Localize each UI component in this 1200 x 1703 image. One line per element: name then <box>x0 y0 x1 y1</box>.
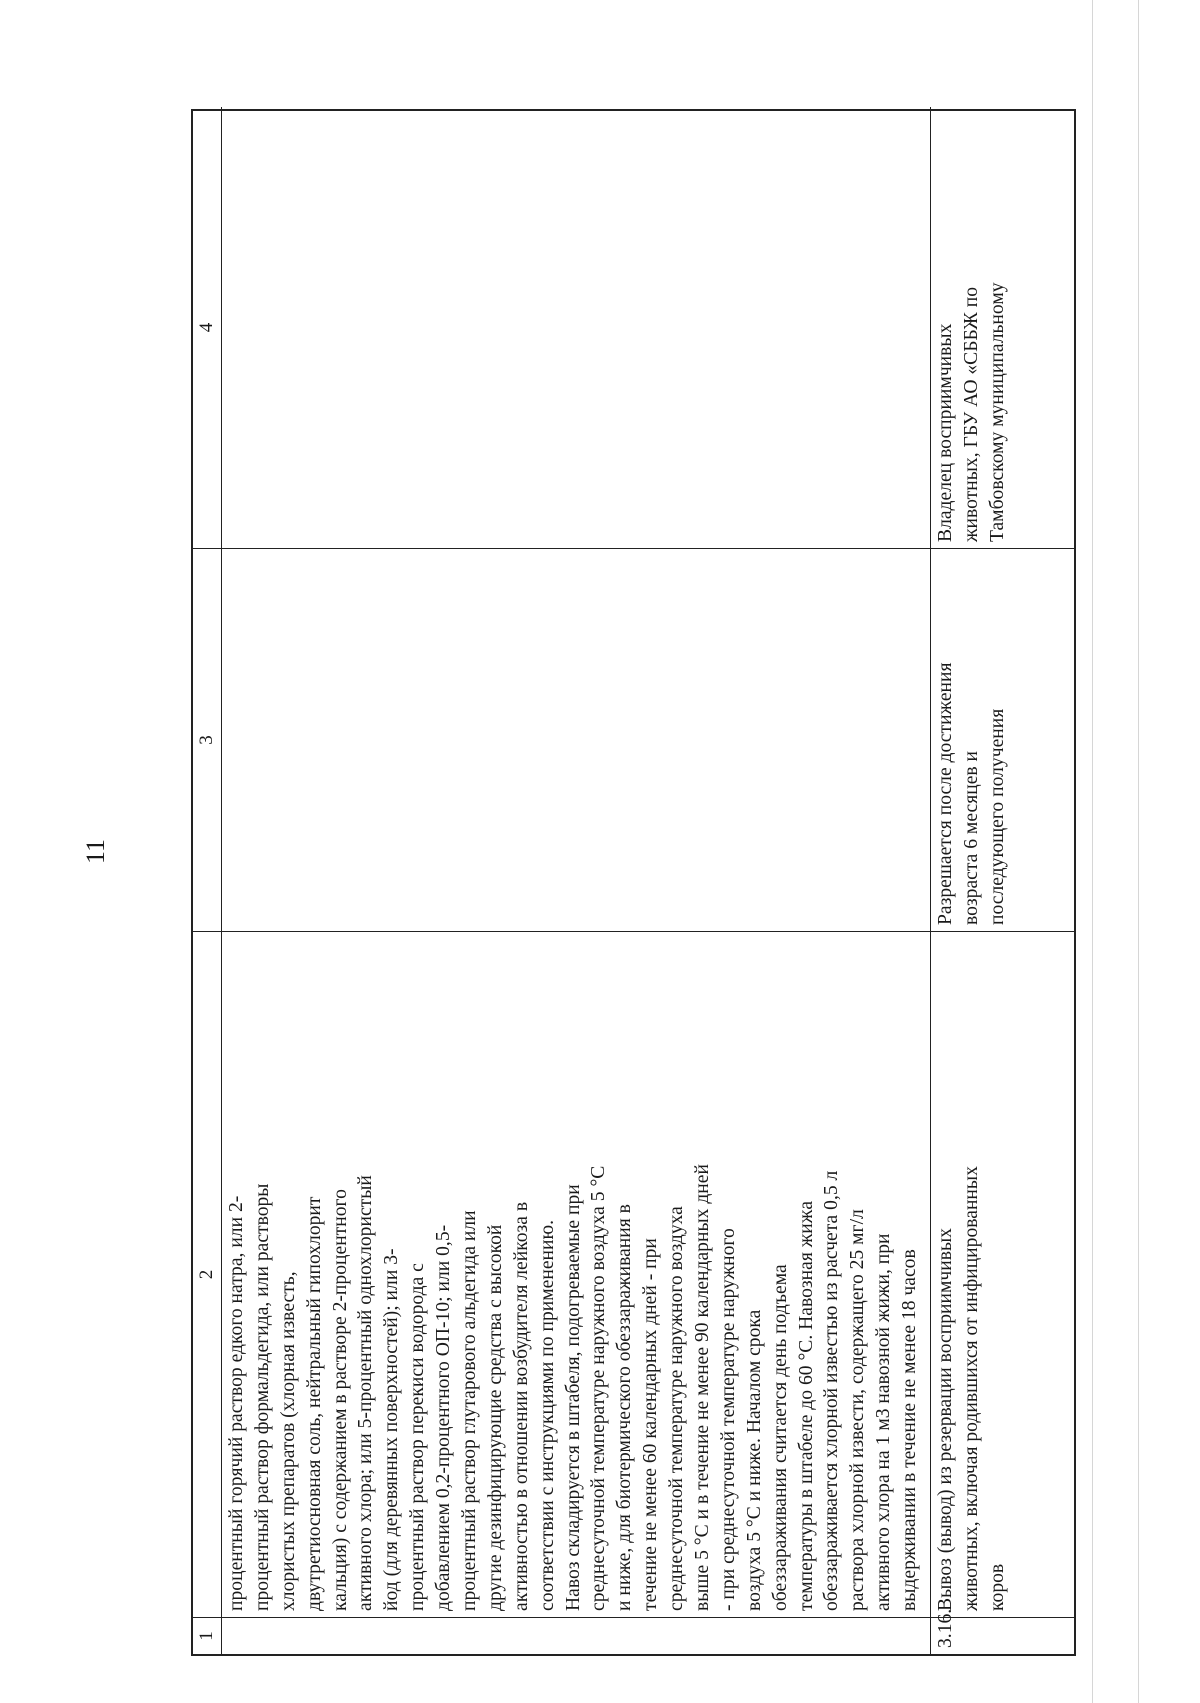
description-line: йод (для деревянных поверхностей); или 3- <box>381 1248 403 1611</box>
page-number: 11 <box>81 838 110 864</box>
measures-table <box>191 109 1076 1656</box>
description-line: процентный горячий раствор едкого натра, или 2- <box>226 1195 247 1611</box>
description-line: выдерживании в течение не менее 18 часов <box>899 1249 921 1611</box>
term-line: Разрешается после достижения <box>935 662 956 925</box>
column-header-3: 3 <box>193 548 222 931</box>
description-line: коров <box>986 1563 1008 1611</box>
description-line: течение не менее 60 календарных дней - при <box>640 1238 662 1611</box>
column-header-4: 4 <box>193 107 222 548</box>
description-line: среднесуточной температуре наружного воздуха 5 °С <box>588 1165 610 1611</box>
description-line: раствора хлорной извести, содержащего 25 мг/л <box>847 1209 869 1611</box>
responsible-line: животных, ГБУ АО «СББЖ по <box>960 287 982 542</box>
description-line: активного хлора; или 5-процентный однохлористый <box>355 1175 377 1611</box>
scan-edge-line <box>1092 0 1093 1703</box>
row-number-cell <box>222 1617 931 1654</box>
description-line: хлористых препаратов (хлорная известь, <box>277 1271 299 1611</box>
description-line: процентный раствор глутарового альдегида или <box>459 1210 481 1611</box>
scan-edge-line <box>1138 0 1139 1703</box>
description-line: среднесуточной температуре наружного воздуха <box>666 1206 688 1611</box>
description-line: соответствии с инструкциями по применению. <box>536 1219 558 1611</box>
term-line: последующего получения <box>986 708 1008 925</box>
description-line: активностью в отношении возбудителя лейкоза в <box>510 1201 532 1611</box>
term-cell <box>931 548 1076 931</box>
description-line: животных, включая родившихся от инфицированных <box>960 1166 982 1611</box>
description-line: и ниже, для биотермического обеззараживания в <box>614 1204 636 1611</box>
description-line: двутретиосновная соль, нейтральный гипохлорит <box>303 1196 325 1611</box>
description-cell <box>931 931 1076 1617</box>
description-line: другие дезинфицирующие средства с высокой <box>484 1224 506 1611</box>
responsible-cell <box>222 107 931 548</box>
description-line: процентный раствор формальдегида, или растворы <box>251 1183 273 1611</box>
row-number-cell: 3.16. <box>931 1617 1076 1654</box>
description-line: выше 5 °С и в течение не менее 90 календарных дней <box>692 1164 714 1611</box>
column-header-1: 1 <box>193 1617 222 1654</box>
description-line: - при среднесуточной температуре наружного <box>717 1228 739 1611</box>
description-line: добавлением 0,2-процентного ОП-10; или 0,5- <box>433 1224 455 1611</box>
description-line: обеззараживается хлорной известью из расчета 0,5 л <box>821 1170 843 1611</box>
description-cell <box>222 931 931 1617</box>
description-line: Навоз складируется в штабеля, подогреваемые при <box>562 1184 584 1611</box>
responsible-line: Тамбовскому муниципальному <box>986 282 1008 542</box>
column-header-2: 2 <box>193 931 222 1617</box>
description-line: воздуха 5 °С и ниже. Началом срока <box>743 1309 765 1611</box>
description-line: Вывоз (вывод) из резервации восприимчивых <box>935 1228 956 1611</box>
term-line: возраста 6 месяцев и <box>960 750 982 925</box>
description-line: активного хлора на 1 м3 навозной жижи, при <box>873 1233 895 1611</box>
description-line: обеззараживания считается день подъема <box>769 1264 791 1611</box>
term-cell <box>222 548 931 931</box>
responsible-line: Владелец восприимчивых <box>935 323 956 542</box>
responsible-cell <box>931 107 1076 548</box>
rotated-table-area <box>191 109 1076 1656</box>
description-line: процентный раствор перекиси водорода с <box>407 1263 429 1611</box>
description-line: кальция) с содержанием в растворе 2-процентного <box>329 1189 351 1611</box>
description-line: температуры в штабеле до 60 °С. Навозная жижа <box>795 1200 817 1611</box>
